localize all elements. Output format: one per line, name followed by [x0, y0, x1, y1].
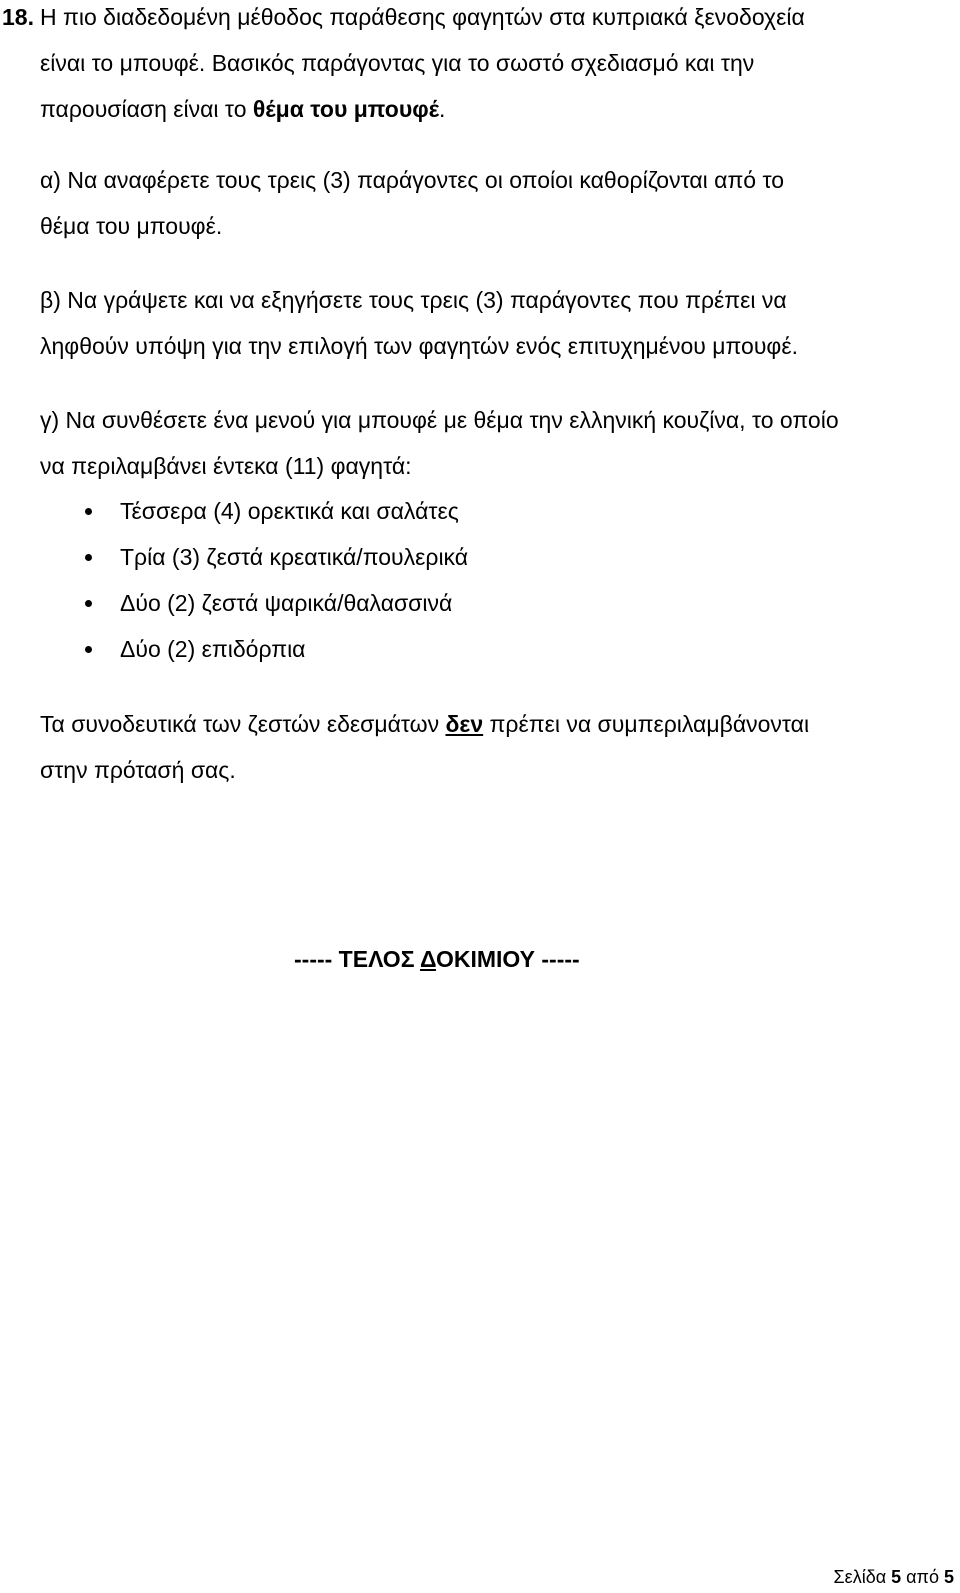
intro-line-3-text: παρουσίαση είναι το [40, 96, 253, 122]
part-a-line-2: θέμα του μπουφέ. [40, 213, 223, 239]
part-c-line-1: γ) Να συνθέσετε ένα μενού για μπουφέ με θέμα την ελληνική κουζίνα, το οποίο [40, 407, 839, 433]
footer-page-total: 5 [943, 1567, 954, 1587]
intro-line-3 [40, 95, 445, 123]
footer-prefix: Σελίδα [833, 1567, 892, 1587]
part-b-line-1: β) Να γράψετε και να εξηγήσετε τους τρεις (3) παράγοντες που πρέπει να [40, 287, 787, 313]
bullet-icon [85, 554, 92, 561]
footer-page-number: 5 [891, 1567, 902, 1587]
list-item-text: Δύο (2) επιδόρπια [120, 636, 306, 662]
note-text-after: πρέπει να συμπεριλαμβάνονται [483, 711, 810, 737]
end-marker-right: ΟΚΙΜΙΟΥ ----- [435, 946, 580, 972]
note-line-1 [40, 710, 809, 738]
intro-line-3-end: . [439, 96, 446, 122]
footer-middle: από [901, 1567, 944, 1587]
intro-line-1: Η πιο διαδεδομένη μέθοδος παράθεσης φαγητών στα κυπριακά ξενοδοχεία [40, 4, 805, 30]
buffet-theme-emphasis: θέμα του μπουφέ [252, 96, 440, 122]
end-marker-left: ----- ΤΕΛΟΣ [294, 946, 421, 972]
list-item-text: Δύο (2) ζεστά ψαρικά/θαλασσινά [120, 590, 453, 616]
note-emphasis: δεν [445, 711, 484, 737]
part-a-line-1: α) Να αναφέρετε τους τρεις (3) παράγοντες οι οποίοι καθορίζονται από το [40, 167, 785, 193]
end-of-paper-marker [294, 945, 580, 973]
end-marker-underlined: Δ [420, 946, 436, 972]
part-b-line-2: ληφθούν υπόψη για την επιλογή των φαγητών ενός επιτυχημένου μπουφέ. [40, 333, 798, 359]
bullet-icon [85, 600, 92, 607]
note-line-2: στην πρότασή σας. [40, 757, 236, 783]
page-footer [834, 1566, 954, 1588]
bullet-icon [85, 508, 92, 515]
intro-line-2: είναι το μπουφέ. Βασικός παράγοντας για το σωστό σχεδιασμό και την [40, 50, 755, 76]
list-item-text: Τρία (3) ζεστά κρεατικά/πουλερικά [120, 544, 469, 570]
list-item-text: Τέσσερα (4) ορεκτικά και σαλάτες [120, 498, 459, 524]
bullet-icon [85, 646, 92, 653]
part-c-line-2: να περιλαμβάνει έντεκα (11) φαγητά: [40, 453, 412, 479]
note-text-before: Τα συνοδευτικά των ζεστών εδεσμάτων [40, 711, 446, 737]
question-number: 18. [2, 4, 34, 30]
